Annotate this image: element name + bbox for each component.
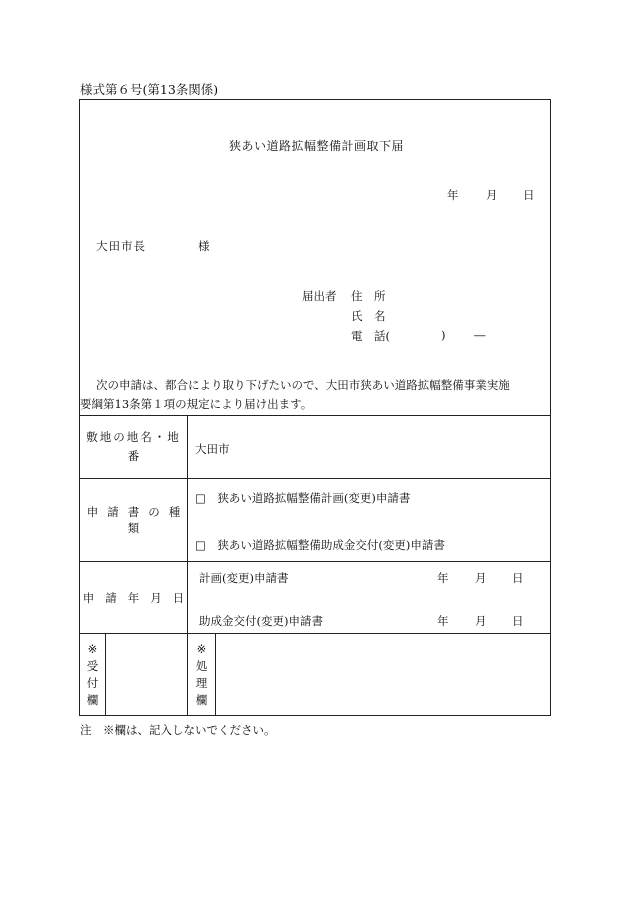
date-month: 月 — [486, 188, 498, 202]
reception-divider — [105, 633, 106, 716]
phone-dash: ― — [474, 328, 486, 342]
date-day: 日 — [523, 188, 535, 202]
processing-column — [188, 641, 215, 709]
address-label: 住 所 — [351, 289, 386, 303]
reception-column — [80, 641, 105, 709]
footnote: 注 ※欄は、記入しないでください。 — [80, 723, 276, 737]
date-item2-day: 日 — [512, 614, 524, 628]
lot-value: 大田市 — [195, 442, 230, 456]
reception-char-3: 欄 — [86, 693, 99, 707]
reception-mark: ※ — [87, 642, 98, 656]
date-label-cell — [80, 562, 196, 633]
processing-char-1: 処 — [195, 659, 208, 673]
type-option-1: □ 狭あい道路拡幅整備計画(変更)申請書 — [195, 491, 411, 505]
phone-label: 電 話( — [351, 329, 390, 343]
type-label-cell — [80, 479, 190, 561]
processing-mark: ※ — [196, 642, 207, 656]
reception-char-2: 付 — [86, 676, 99, 690]
date-item1-month: 月 — [475, 571, 487, 585]
addressee-name: 大田市長 — [96, 239, 146, 253]
type-label: 申請書の種類 — [86, 505, 190, 535]
name-label: 氏 名 — [351, 309, 386, 323]
addressee-honorific: 様 — [198, 239, 210, 253]
processing-char-3: 欄 — [195, 693, 208, 707]
lot-label-line2: 番 — [127, 449, 140, 463]
form-title: 狭あい道路拡幅整備計画取下届 — [229, 139, 405, 153]
date-label: 申請年月日 — [82, 590, 196, 605]
date-item2: 助成金交付(変更)申請書 — [199, 614, 323, 628]
table-rule-4 — [79, 633, 551, 634]
body-text-line1: 次の申請は、都合により取り下げたいので、大田市狭あい道路拡幅整備事業実施 — [96, 378, 510, 392]
date-item1-year: 年 — [437, 571, 449, 585]
form-number: 様式第６号(第13条関係) — [80, 82, 219, 97]
lot-label-line1: 敷地の地名・地 — [86, 430, 181, 444]
phone-close: ) — [441, 328, 446, 342]
processing-char-2: 理 — [195, 676, 208, 690]
body-text-line2: 要綱第13条第１項の規定により届け出ます。 — [80, 397, 313, 411]
date-item1: 計画(変更)申請書 — [199, 571, 289, 585]
reception-char-1: 受 — [86, 659, 99, 673]
lot-label-cell — [80, 416, 187, 478]
date-year: 年 — [447, 188, 459, 202]
date-item1-day: 日 — [512, 571, 524, 585]
date-item2-year: 年 — [437, 614, 449, 628]
notifier-label: 届出者 — [302, 289, 337, 303]
processing-divider — [215, 633, 216, 716]
type-option-2: □ 狭あい道路拡幅整備助成金交付(変更)申請書 — [195, 538, 445, 552]
date-item2-month: 月 — [475, 614, 487, 628]
